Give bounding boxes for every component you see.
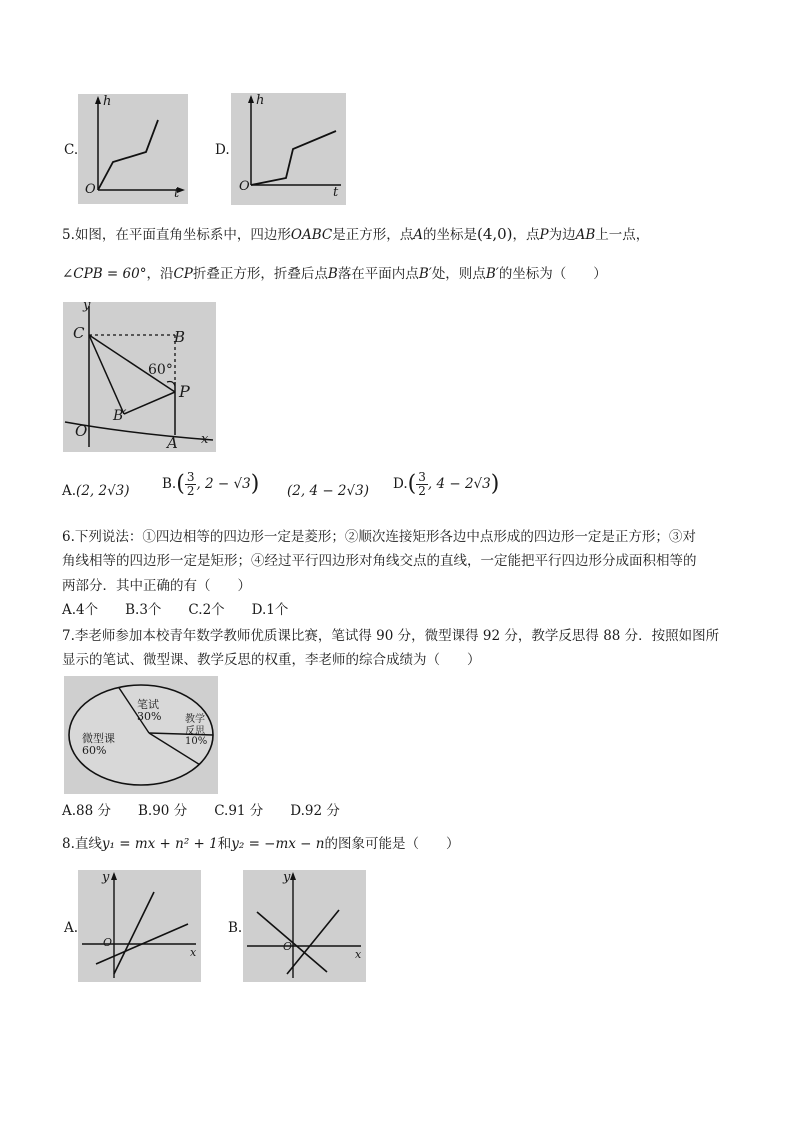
origin-label: O [283, 940, 293, 953]
pie-pct-micro: 60% [82, 744, 107, 757]
option-d-label: D. [215, 142, 230, 158]
axis-x-label: x [355, 948, 362, 961]
axis-t-label: t [174, 186, 180, 201]
fig-angle-label: 60° [148, 362, 173, 378]
fig-a-label: A [167, 434, 178, 452]
fig-o-label: O [75, 422, 88, 440]
option-d-graph [231, 93, 346, 205]
q5-line2: ∠CPB = 60°，沿CP折叠正方形，折叠后点B落在平面内点B′处，则点B′的坐标为（ ） [62, 266, 607, 282]
q7-options: A.88 分 B.90 分 C.91 分 D.92 分 [62, 803, 340, 819]
pie-label-reflection-1: 教学 [185, 714, 205, 725]
q6-line1: 6.下列说法：①四边相等的四边形一定是菱形；②顺次连接矩形各边中点形成的四边形一定是正方形；③对 [62, 529, 696, 545]
pie-pct-reflection: 10% [185, 736, 208, 747]
axis-y-label: y [283, 870, 291, 885]
fig-p-label: P [179, 382, 190, 401]
pie-label-written: 笔试 [137, 698, 159, 711]
origin-label: O [85, 182, 96, 197]
fig-b-label: B [174, 328, 186, 346]
option-c-graph [78, 94, 188, 204]
q8-question: 8.直线y₁ = mx + n² + 1和y₂ = −mx − n的图象可能是（ ） [62, 836, 460, 852]
q5-option-a: A.(2, 2√3) [62, 483, 130, 499]
q8-option-a-label: A. [64, 920, 79, 936]
option-c-label: C. [64, 142, 79, 158]
q5-square-figure [63, 302, 216, 452]
q8-option-b-graph [243, 870, 366, 982]
fig-x-label: x [201, 432, 209, 447]
pie-pct-written: 30% [137, 710, 162, 723]
axis-t-label: t [333, 185, 339, 200]
q8-option-b-label: B. [228, 920, 243, 936]
fig-y-label: y [83, 302, 91, 313]
axis-h-label: h [256, 93, 265, 108]
q5-line1: 5.如图，在平面直角坐标系中，四边形OABC是正方形，点A的坐标是(4,0)，点P为边AB上一点， [62, 225, 650, 243]
q5-option-b: B.( $\frac{3}{2}$ , 2 − √3) [162, 470, 260, 498]
fig-bprime-label: B′ [113, 408, 127, 424]
q8-option-a-graph [78, 870, 201, 982]
fig-c-label: C [73, 324, 85, 342]
q5-option-c: (2, 4 − 2√3) [287, 483, 369, 499]
q6-line2: 角线相等的四边形一定是矩形；④经过平行四边形对角线交点的直线，一定能把平行四边形分成面积相等的 [62, 553, 697, 569]
origin-label: O [239, 179, 250, 194]
q6-line3: 两部分．其中正确的有（ ） [62, 578, 251, 594]
q7-line1: 7.李老师参加本校青年数学教师优质课比赛，笔试得 90 分，微型课得 92 分，教学反思得 88 分．按照如图所 [62, 628, 720, 644]
q5-option-d: D.( $\frac{3}{2}$ , 4 − 2√3) [393, 470, 500, 498]
q7-pie-chart [64, 676, 218, 794]
q6-options: A.4个 B.3个 C.2个 D.1个 [62, 602, 289, 618]
q7-line2: 显示的笔试、微型课、教学反思的权重，李老师的综合成绩为（ ） [62, 652, 481, 668]
axis-x-label: x [190, 946, 197, 959]
pie-label-micro: 微型课 [82, 732, 115, 745]
axis-y-label: y [102, 870, 110, 885]
origin-label: O [103, 936, 113, 949]
axis-h-label: h [103, 94, 112, 109]
pie-label-reflection-2: 反思 [185, 726, 205, 737]
